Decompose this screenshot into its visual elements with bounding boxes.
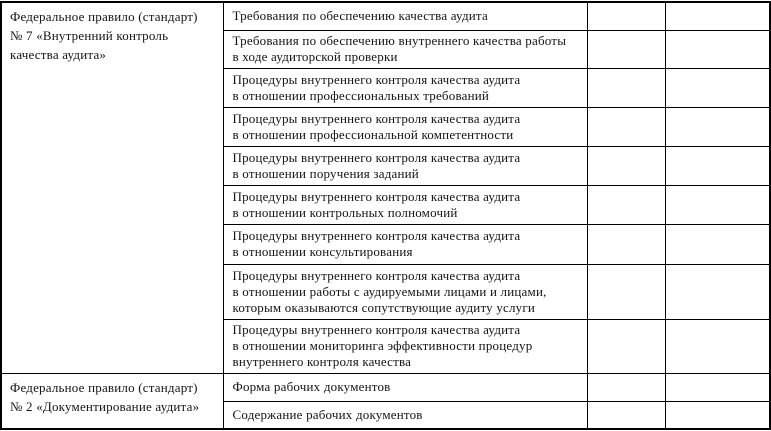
mark-cell-empty xyxy=(665,264,770,319)
mark-cell-empty xyxy=(587,224,665,264)
requirement-cell: Форма рабочих документов xyxy=(223,373,587,401)
mark-cell-empty xyxy=(665,68,770,107)
mark-cell-empty xyxy=(587,146,665,185)
mark-cell-empty xyxy=(665,107,770,146)
mark-cell-empty xyxy=(587,373,665,401)
requirement-cell: Содержание рабочих документов xyxy=(223,401,587,429)
table-row xyxy=(1,2,770,30)
requirement-cell: Процедуры внутреннего контроля качества аудита в отношении мониторинга эффективности процедур внутреннего контроля качества xyxy=(223,319,587,373)
requirement-cell: Процедуры внутреннего контроля качества аудита в отношении профессиональной компетентности xyxy=(223,107,587,146)
mark-cell-empty xyxy=(587,401,665,429)
mark-cell-empty xyxy=(665,30,770,68)
requirement-cell: Процедуры внутреннего контроля качества аудита в отношении работы с аудируемыми лицами и лицами, которым оказываются сопутствующие аудиту услуги xyxy=(223,264,587,319)
requirement-cell: Процедуры внутреннего контроля качества аудита в отношении поручения заданий xyxy=(223,146,587,185)
mark-cell-empty xyxy=(587,107,665,146)
mark-cell-empty xyxy=(665,373,770,401)
requirement-cell: Требования по обеспечению внутреннего качества работы в ходе аудиторской проверки xyxy=(223,30,587,68)
mark-cell-empty xyxy=(665,401,770,429)
requirement-cell: Требования по обеспечению качества аудита xyxy=(223,2,587,30)
table-body xyxy=(1,2,770,429)
mark-cell-empty xyxy=(587,264,665,319)
standard-cell: Федеральное правило (стандарт) № 2 «Документирование аудита» xyxy=(1,373,223,429)
mark-cell-empty xyxy=(665,146,770,185)
standards-requirements-table xyxy=(0,1,771,430)
mark-cell-empty xyxy=(665,319,770,373)
mark-cell-empty xyxy=(665,224,770,264)
requirement-cell: Процедуры внутреннего контроля качества аудита в отношении профессиональных требований xyxy=(223,68,587,107)
mark-cell-empty xyxy=(587,319,665,373)
mark-cell-empty xyxy=(587,30,665,68)
table-row xyxy=(1,373,770,401)
mark-cell-empty xyxy=(665,185,770,224)
mark-cell-empty xyxy=(665,2,770,30)
mark-cell-empty xyxy=(587,2,665,30)
mark-cell-empty xyxy=(587,185,665,224)
requirement-cell: Процедуры внутреннего контроля качества аудита в отношении консультирования xyxy=(223,224,587,264)
mark-cell-empty xyxy=(587,68,665,107)
requirement-cell: Процедуры внутреннего контроля качества аудита в отношении контрольных полномочий xyxy=(223,185,587,224)
standard-cell: Федеральное правило (стандарт) № 7 «Внутренний контроль качества аудита» xyxy=(1,2,223,373)
